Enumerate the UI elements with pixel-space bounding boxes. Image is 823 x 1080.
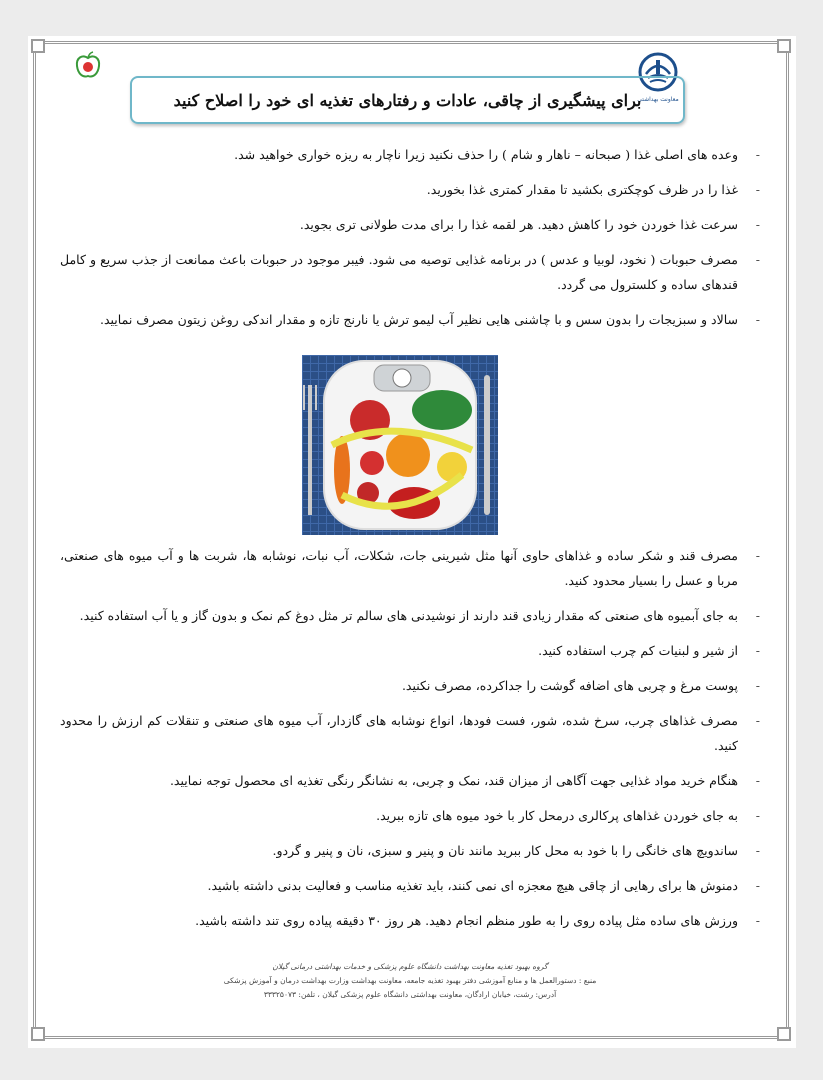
advice-list-bottom xyxy=(60,543,760,943)
item-text: پوست مرغ و چربی های اضافه گوشت را جداکرده، مصرف نکنید. xyxy=(401,678,738,693)
item-text: به جای آبمیوه های صنعتی که مقدار زیادی قند دارند از نوشیدنی های سالم تر مثل دوغ کم نمک و بدون گاز و یا آب استفاده کنید. xyxy=(79,608,738,623)
item-text: دمنوش ها برای رهایی از چاقی هیچ معجزه ای نمی کنند، باید تغذیه مناسب و فعالیت بدنی داشته باشید. xyxy=(207,878,738,893)
frame-corner xyxy=(777,1027,791,1041)
list-item xyxy=(60,768,760,793)
list-item xyxy=(60,838,760,863)
bullet: - xyxy=(755,312,760,327)
bullet: - xyxy=(755,843,760,858)
advice-list-top xyxy=(60,142,760,342)
item-text: مصرف غذاهای چرب، سرخ شده، شور، فست فودها، انواع نوشابه های گازدار، آب میوه های صنعتی و تنقلات کم ارزش را محدود کنید. xyxy=(60,713,738,753)
bullet: - xyxy=(755,548,760,563)
bullet: - xyxy=(755,182,760,197)
nutrition-apple-icon xyxy=(74,50,102,80)
plate-scale-vegetables-illustration xyxy=(302,355,498,535)
page-title: برای پیشگیری از چاقی، عادات و رفتارهای تغذیه ای خود را اصلاح کنید xyxy=(173,90,642,110)
item-text: از شیر و لبنیات کم چرب استفاده کنید. xyxy=(538,643,738,658)
item-text: سالاد و سبزیجات را بدون سس و با چاشنی هایی نظیر آب لیمو ترش یا نارنج تازه و مقدار اندکی روغن زیتون مصرف نمایید. xyxy=(100,312,738,327)
ministry-caption: معاونت بهداشتی xyxy=(637,96,679,103)
item-text: ورزش های ساده مثل پیاده روی را به طور منظم انجام دهید. هر روز ۳۰ دقیقه پیاده روی تند داشته باشید. xyxy=(195,913,738,928)
list-item xyxy=(60,908,760,933)
list-item xyxy=(60,803,760,828)
list-item xyxy=(60,212,760,237)
bullet: - xyxy=(755,217,760,232)
footer-source: منبع : دستورالعمل ها و منابع آموزشی دفتر بهبود تغذیه جامعه، معاونت بهداشت وزارت بهداشت درمان و آموزش پزشکی xyxy=(223,976,597,985)
list-item xyxy=(60,673,760,698)
list-item xyxy=(60,603,760,628)
item-text: غذا را در ظرف کوچکتری بکشید تا مقدار کمتری غذا بخورید. xyxy=(426,182,738,197)
item-text: هنگام خرید مواد غذایی جهت آگاهی از میزان قند، نمک و چربی، به نشانگر رنگی تغذیه ای محصول توجه نمایید. xyxy=(169,773,738,788)
list-item xyxy=(60,708,760,758)
item-text: سرعت غذا خوردن خود را کاهش دهید. هر لقمه غذا را برای مدت طولانی تری بجوید. xyxy=(299,217,738,232)
item-text: ساندویچ های خانگی را با خود به محل کار ببرید مانند نان و پنیر و سبزی، نان و پنیر و گردو. xyxy=(272,843,738,858)
list-item xyxy=(60,543,760,593)
item-text: به جای خوردن غذاهای پرکالری درمحل کار با خود میوه های تازه ببرید. xyxy=(376,808,738,823)
item-text: مصرف قند و شکر ساده و غذاهای حاوی آنها مثل شیرینی جات، شکلات، آب نبات، نوشابه ها، شربت ها و آب میوه های صنعتی، مربا و عسل را بسیار محدود کنید. xyxy=(60,548,738,588)
bullet: - xyxy=(755,713,760,728)
footer xyxy=(120,960,700,1002)
footer-group: گروه بهبود تغذیه معاونت بهداشت دانشگاه علوم پزشکی و خدمات بهداشتی درمانی گیلان xyxy=(272,962,548,971)
bullet: - xyxy=(755,643,760,658)
list-item xyxy=(60,638,760,663)
bullet: - xyxy=(755,678,760,693)
bullet: - xyxy=(755,878,760,893)
list-item xyxy=(60,247,760,297)
footer-address: آدرس: رشت، خیابان ارادگان، معاونت بهداشتی دانشگاه علوم پزشکی گیلان ، تلفن: ۳۳۳۲۵۰۷۳ xyxy=(263,990,557,999)
item-text: مصرف حبوبات ( نخود، لوبیا و عدس ) در برنامه غذایی توصیه می شود. فیبر موجود در حبوبات باعث ممانعت از جذب سریع و کامل قندهای ساده و کلسترول می گردد. xyxy=(60,252,738,292)
list-item xyxy=(60,873,760,898)
bullet: - xyxy=(755,773,760,788)
item-text: وعده های اصلی غذا ( صبحانه – ناهار و شام ) را حذف نکنید زیرا ناچار به ریزه خواری خواهید شد. xyxy=(234,147,738,162)
frame-corner xyxy=(777,39,791,53)
bullet: - xyxy=(755,808,760,823)
bullet: - xyxy=(755,252,760,267)
list-item xyxy=(60,142,760,167)
title-banner xyxy=(130,76,685,124)
frame-corner xyxy=(31,1027,45,1041)
bullet: - xyxy=(755,608,760,623)
bullet: - xyxy=(755,147,760,162)
frame-corner xyxy=(31,39,45,53)
bullet: - xyxy=(755,913,760,928)
list-item xyxy=(60,177,760,202)
list-item xyxy=(60,307,760,332)
